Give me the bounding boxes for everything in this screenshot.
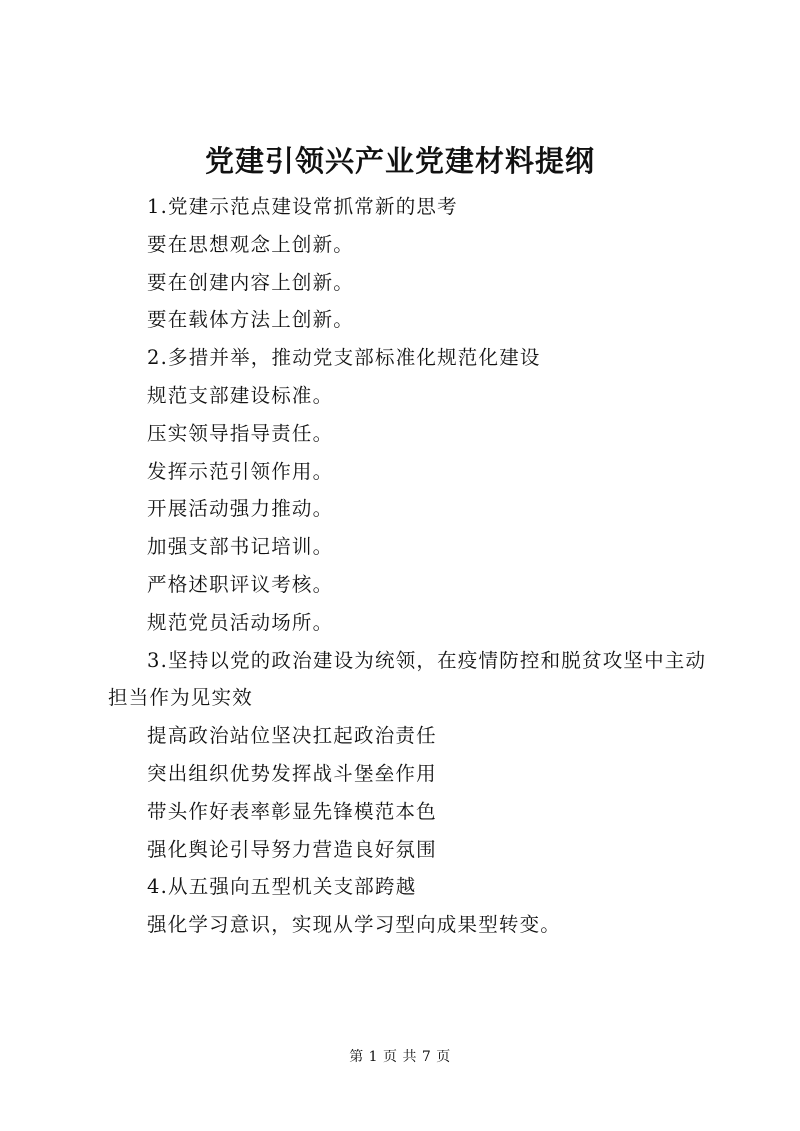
paragraph: 加强支部书记培训。 [147,535,334,559]
heading-1: 1.党建示范点建设常抓常新的思考 [147,195,458,218]
paragraph: 带头作好表率彰显先锋模范本色 [147,799,437,823]
document-body [108,188,708,944]
paragraph: 提高政治站位坚决扛起政治责任 [147,724,437,748]
paragraph: 要在载体方法上创新。 [147,308,355,332]
heading-2: 2.多措并举，推动党支部标准化规范化建设 [147,346,541,370]
paragraph: 规范党员活动场所。 [147,610,334,634]
document-title: 党建引领兴产业党建材料提纲 [204,144,595,178]
paragraph: 开展活动强力推动。 [147,497,334,521]
paragraph: 要在思想观念上创新。 [147,232,355,256]
heading-3: 3.坚持以党的政治建设为统领，在疫情防控和脱贫攻坚中主动担当作为见实效 [108,648,707,710]
paragraph: 强化学习意识，实现从学习型向成果型转变。 [147,913,562,937]
paragraph: 压实领导指导责任。 [147,421,334,445]
paragraph: 要在创建内容上创新。 [147,270,355,294]
heading-4: 4.从五强向五型机关支部跨越 [147,875,417,899]
paragraph: 强化舆论引导努力营造良好氛围 [147,837,437,861]
paragraph: 发挥示范引领作用。 [147,459,334,483]
paragraph: 突出组织优势发挥战斗堡垒作用 [147,761,437,785]
paragraph: 严格述职评议考核。 [147,572,334,596]
paragraph: 规范支部建设标准。 [147,383,334,407]
page-footer: 第 1 页 共 7 页 [349,1049,451,1065]
